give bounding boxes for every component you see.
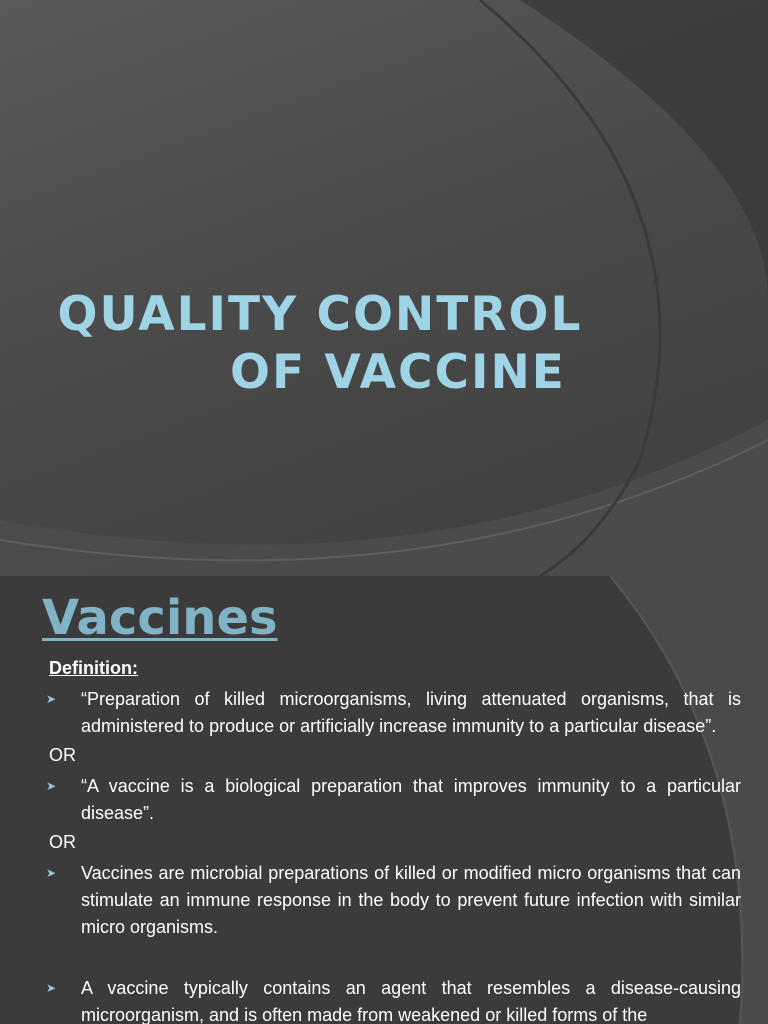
or-separator: OR <box>49 745 76 765</box>
list-item <box>46 860 741 941</box>
list-item <box>46 773 741 827</box>
list-item <box>46 686 741 740</box>
spacer <box>49 941 741 975</box>
slide-heading: Vaccines <box>42 590 278 646</box>
list-item-text: “A vaccine is a biological preparation that improves immunity to a particular disease”. <box>81 776 741 823</box>
arrow-bullet-icon: ➤ <box>46 692 57 706</box>
list-item-text: Vaccines are microbial preparations of killed or modified micro organisms that can stimulate an immune response in the body to prevent future infection with similar micro organisms. <box>81 863 741 937</box>
arrow-bullet-icon: ➤ <box>46 779 57 793</box>
definition-label: Definition: <box>49 658 138 678</box>
title-line-1: QUALITY CONTROL <box>57 287 583 342</box>
list-item <box>46 975 741 1024</box>
vaccines-slide <box>0 576 768 1024</box>
title-line-2: OF VACCINE <box>230 345 566 400</box>
list-item-text: A vaccine typically contains an agent that resembles a disease-causing microorganism, and is often made from weakened or killed forms of the <box>81 978 741 1024</box>
slide-content <box>46 655 741 1024</box>
slide-title <box>0 286 640 402</box>
or-separator: OR <box>49 832 76 852</box>
arrow-bullet-icon: ➤ <box>46 981 57 995</box>
list-item-text: “Preparation of killed microorganisms, living attenuated organisms, that is administered to produce or artificially increase immunity to a particular disease”. <box>81 689 741 736</box>
arrow-bullet-icon: ➤ <box>46 866 57 880</box>
